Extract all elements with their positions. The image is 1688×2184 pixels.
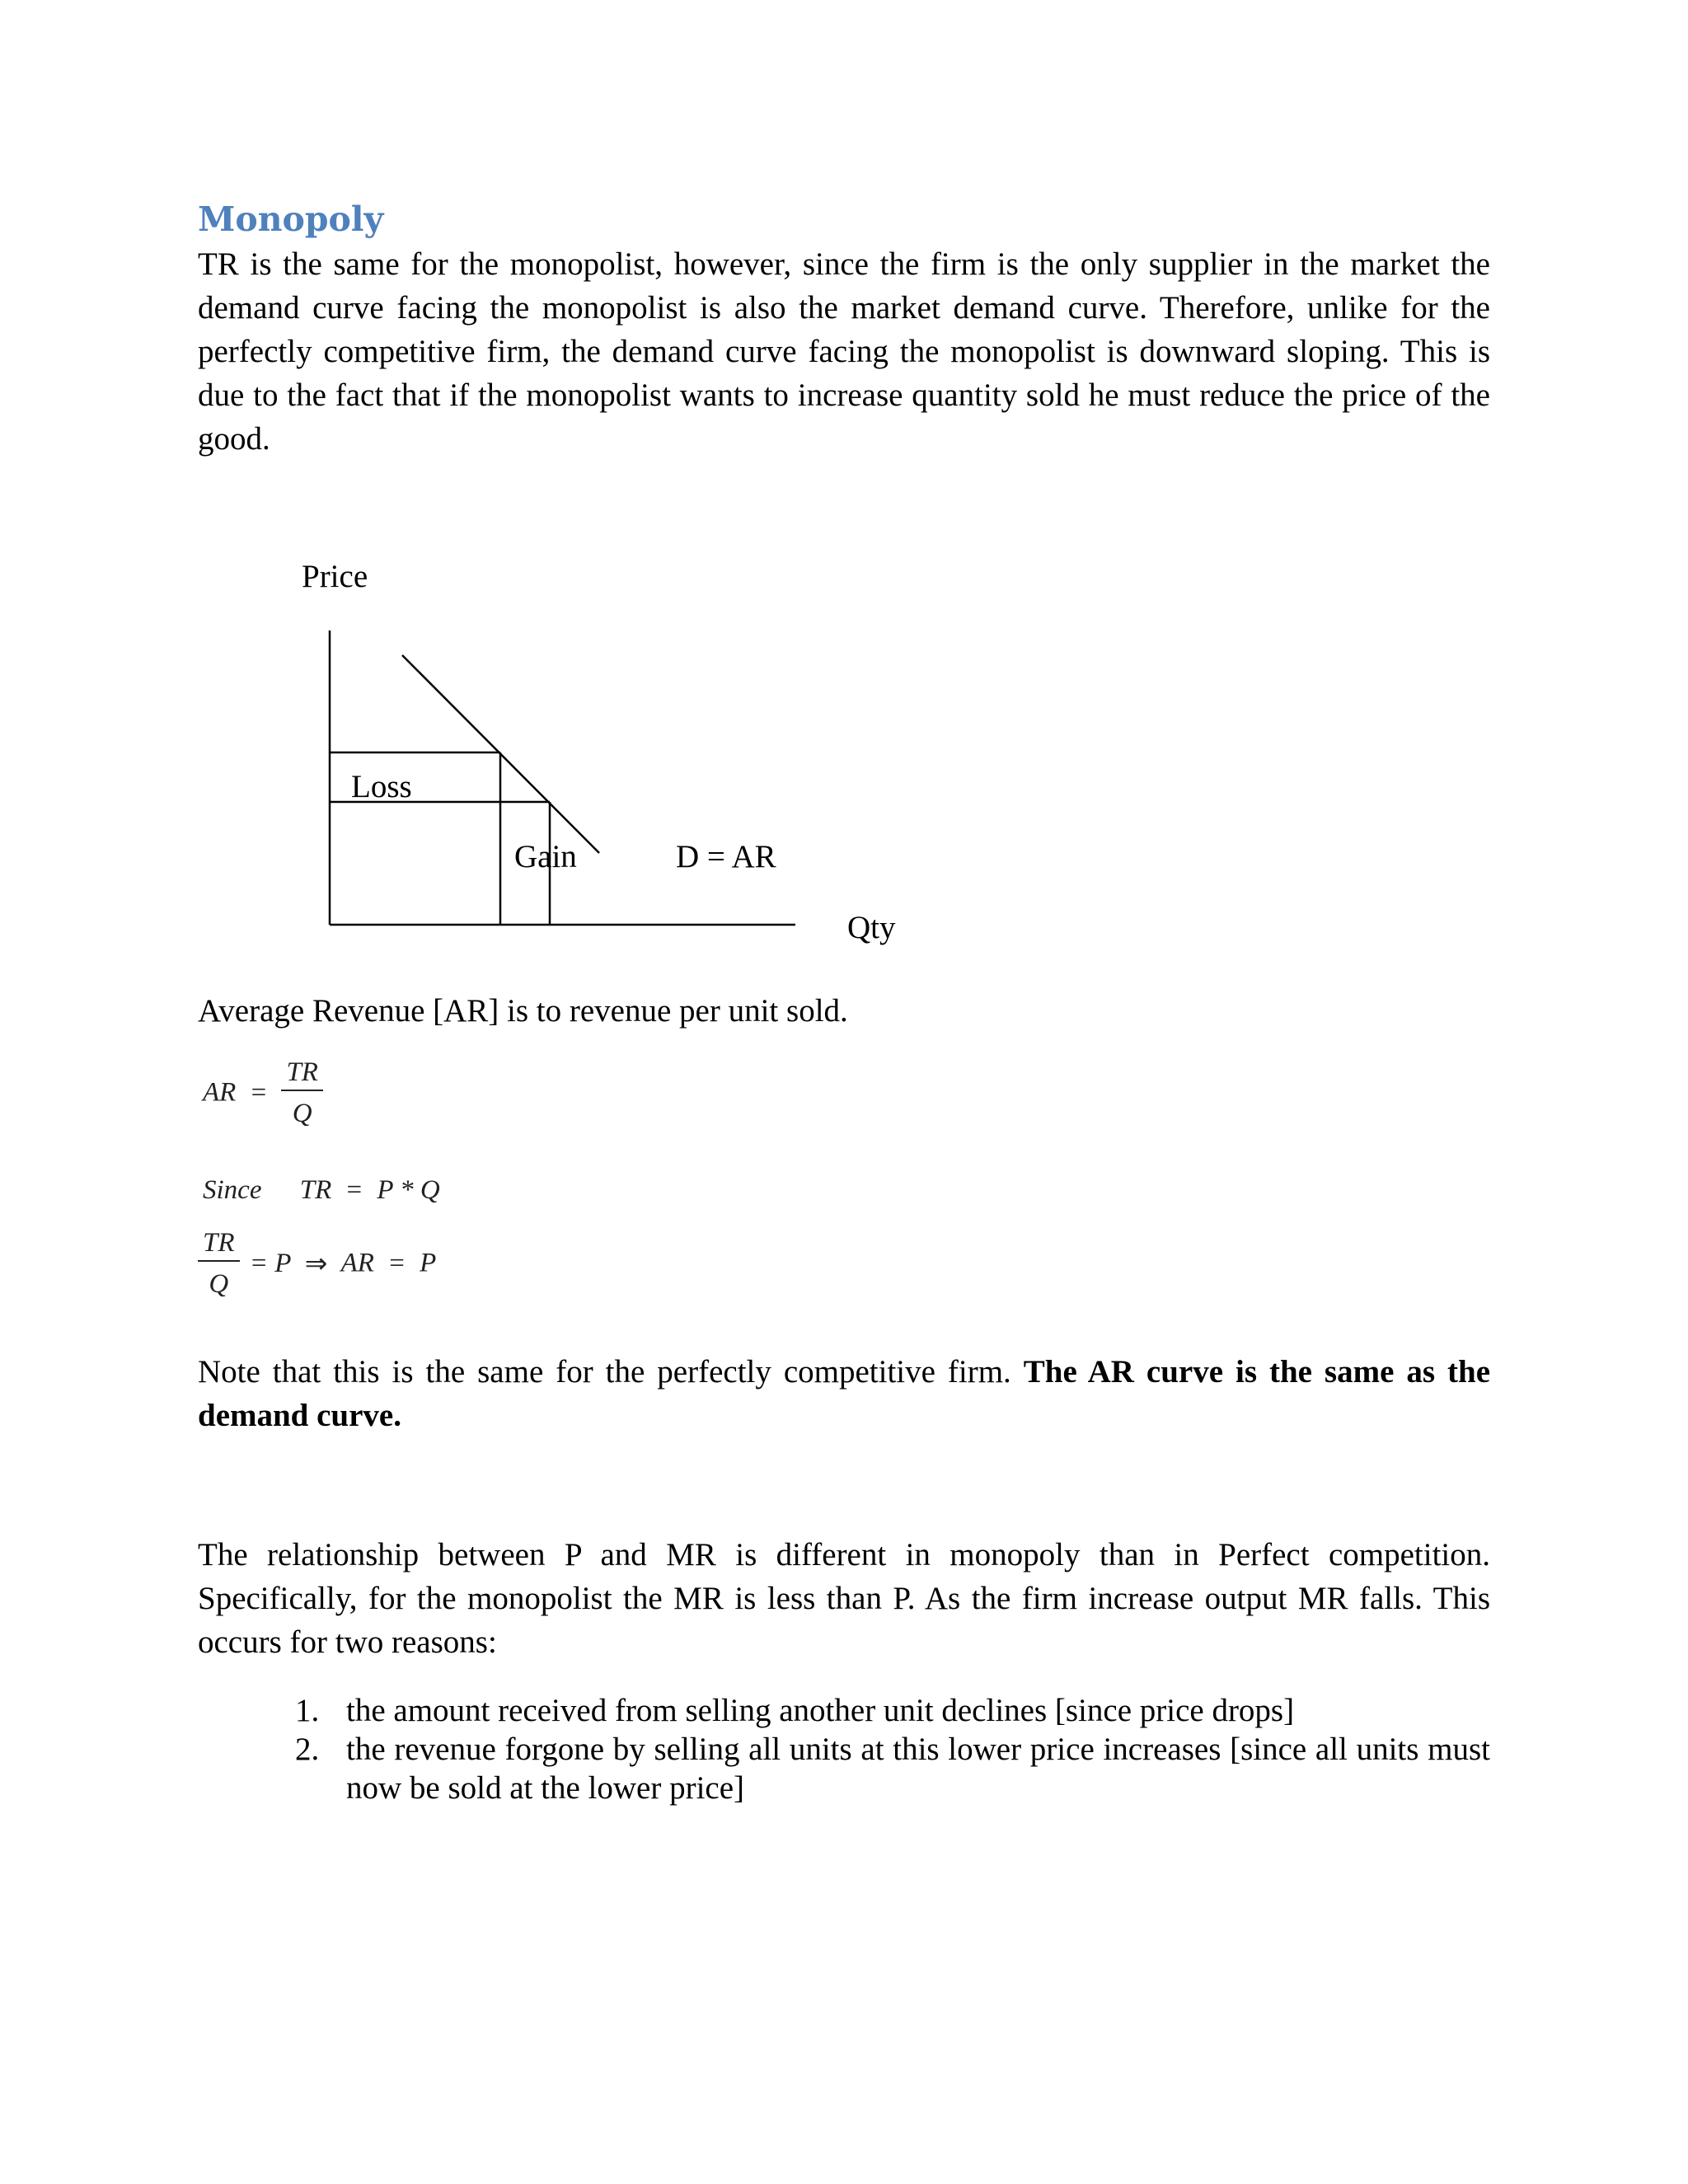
eq3-ar: AR	[340, 1248, 374, 1278]
relationship-paragraph: The relationship between P and MR is different in monopoly than in Perfect competition. Specifically, for the monopolist the MR is less than P. As the firm increase output MR falls. This occurs for two reasons:	[198, 1537, 1490, 1660]
equation-ar	[203, 1055, 323, 1131]
eq1-numerator: TR	[281, 1055, 323, 1091]
loss-label: Loss	[351, 769, 412, 804]
reasons-list	[288, 1691, 1490, 1807]
qty-axis-label: Qty	[847, 910, 896, 945]
note-paragraph	[198, 1350, 1490, 1437]
eq3-denominator: Q	[209, 1269, 229, 1299]
eq3-numerator: TR	[198, 1226, 240, 1262]
list-item-text: the revenue forgone by selling all units at this lower price increases [since all units must now be sold at the lower price]	[346, 1732, 1490, 1806]
list-item	[288, 1691, 1490, 1730]
eq1-lhs: AR	[203, 1077, 237, 1108]
list-item-text: the amount received from selling another unit declines [since price drops]	[346, 1693, 1295, 1728]
list-item-number: 1.	[295, 1693, 320, 1728]
eq3-mid: = P	[249, 1248, 292, 1278]
price-axis-label: Price	[302, 559, 368, 594]
demand-diagram	[0, 0, 1688, 989]
demand-curve-label: D = AR	[676, 839, 776, 874]
eq1-equals: =	[251, 1077, 267, 1108]
list-item-number: 2.	[295, 1732, 320, 1767]
eq1-denominator: Q	[292, 1099, 312, 1128]
eq1-fraction	[281, 1055, 323, 1131]
page-heading: Monopoly	[198, 199, 384, 239]
eq3-arrow: ⇒	[304, 1249, 328, 1279]
eq3-fraction	[198, 1226, 240, 1301]
eq2-lhs: TR	[299, 1175, 332, 1205]
eq3-equals: =	[389, 1248, 405, 1278]
intro-paragraph: TR is the same for the monopolist, however, since the firm is the only supplier in the market the demand curve facing the monopolist is also the market demand curve. Therefore, unlike for the perfectly competitive firm, the demand curve facing the monopolist is downward sloping. This is due to the fact that if the monopolist wants to increase quantity sold he must reduce the price of the good.	[198, 246, 1490, 457]
eq3-p: P	[420, 1248, 437, 1278]
eq2-equals: =	[346, 1175, 363, 1205]
eq2-rhs: P * Q	[377, 1175, 440, 1205]
note-bold: The AR curve is the same as the demand curve.	[198, 1354, 1490, 1433]
list-item	[288, 1730, 1490, 1807]
ar-definition: Average Revenue [AR] is to revenue per unit sold.	[198, 993, 848, 1029]
equation-since	[203, 1175, 440, 1206]
note-plain: Note that this is the same for the perfectly competitive firm.	[198, 1354, 1024, 1390]
equation-ar-equals-p	[198, 1226, 436, 1301]
eq2-since: Since	[203, 1175, 262, 1205]
gain-label: Gain	[514, 839, 577, 874]
